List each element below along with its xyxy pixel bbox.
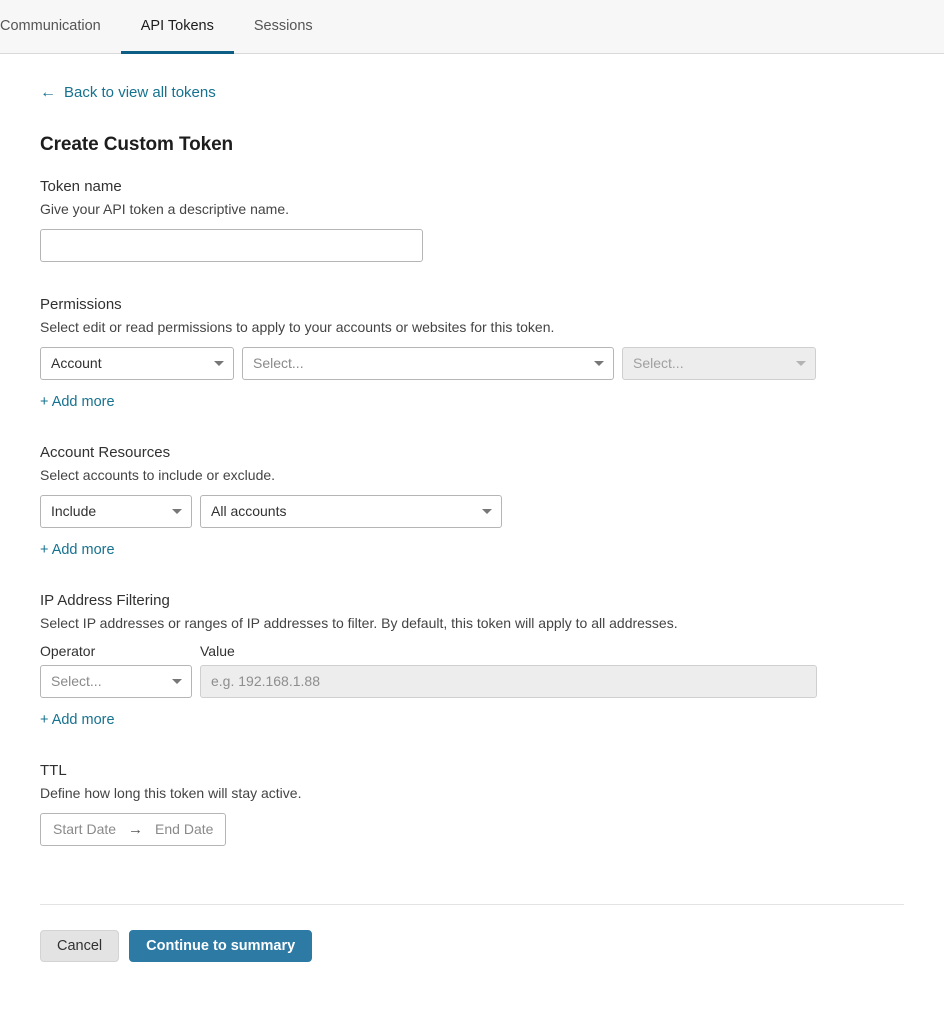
arrow-right-icon: →	[128, 820, 144, 838]
ip-filtering-row	[40, 665, 904, 698]
account-resources-row	[40, 495, 904, 528]
permissions-add-more-label: + Add more	[40, 393, 115, 410]
account-resources-add-more-button[interactable]	[40, 542, 115, 558]
tab-communication[interactable]	[0, 0, 121, 54]
permissions-title: Permissions	[40, 295, 122, 313]
continue-to-summary-label: Continue to summary	[146, 937, 296, 954]
token-name-title: Token name	[40, 177, 122, 195]
chevron-down-icon	[482, 509, 492, 514]
ip-value-input[interactable]	[200, 665, 817, 698]
section-token-name	[40, 178, 904, 262]
form-footer	[40, 905, 904, 962]
ip-value-label: Value	[200, 642, 235, 659]
tab-bar	[0, 0, 944, 54]
cancel-button[interactable]	[40, 930, 119, 962]
ip-operator-value: Select...	[51, 673, 102, 689]
section-permissions	[40, 296, 904, 411]
ttl-description: Define how long this token will stay active.	[40, 784, 302, 801]
permissions-level-select	[622, 347, 816, 380]
arrow-left-icon: ←	[40, 83, 56, 101]
permissions-scope-value: Account	[51, 355, 102, 371]
account-resources-accounts-value: All accounts	[211, 503, 287, 519]
page-title: Create Custom Token	[40, 133, 234, 155]
chevron-down-icon	[214, 361, 224, 366]
permissions-scope-select[interactable]	[40, 347, 234, 380]
permissions-row	[40, 347, 904, 380]
account-resources-accounts-select[interactable]	[200, 495, 502, 528]
permissions-resource-value: Select...	[253, 355, 304, 371]
tab-communication-label: Communication	[0, 17, 101, 34]
tab-sessions[interactable]	[234, 0, 333, 54]
ip-filtering-title: IP Address Filtering	[40, 591, 170, 609]
tab-sessions-label: Sessions	[253, 17, 313, 34]
permissions-resource-select[interactable]	[242, 347, 614, 380]
account-resources-title: Account Resources	[40, 443, 171, 461]
tab-api-tokens[interactable]	[121, 0, 234, 54]
tab-api-tokens-label: API Tokens	[140, 17, 214, 34]
ttl-start-date[interactable]: Start Date	[53, 821, 117, 837]
token-name-input[interactable]	[40, 229, 423, 262]
chevron-down-icon	[172, 509, 182, 514]
cancel-button-label: Cancel	[57, 937, 103, 954]
account-resources-mode-select[interactable]	[40, 495, 192, 528]
token-name-description: Give your API token a descriptive name.	[40, 200, 290, 217]
ttl-date-range-picker[interactable]	[40, 813, 226, 846]
ip-filtering-field-labels	[40, 643, 904, 659]
ip-filtering-add-more-button[interactable]	[40, 712, 115, 728]
permissions-add-more-button[interactable]	[40, 394, 115, 410]
chevron-down-icon	[172, 679, 182, 684]
ip-filtering-description: Select IP addresses or ranges of IP addresses to filter. By default, this token will apply to all addresses.	[40, 614, 678, 631]
account-resources-description: Select accounts to include or exclude.	[40, 466, 276, 483]
ip-operator-select[interactable]	[40, 665, 192, 698]
ttl-end-date[interactable]: End Date	[155, 821, 214, 837]
section-ip-filtering	[40, 592, 904, 729]
account-resources-add-more-label: + Add more	[40, 541, 115, 558]
permissions-description: Select edit or read permissions to apply to your accounts or websites for this token.	[40, 318, 555, 335]
section-account-resources	[40, 444, 904, 559]
ip-operator-label: Operator	[40, 642, 96, 659]
chevron-down-icon	[594, 361, 604, 366]
chevron-down-icon	[796, 361, 806, 366]
continue-to-summary-button[interactable]	[129, 930, 312, 962]
permissions-level-value: Select...	[633, 355, 684, 371]
ttl-title: TTL	[40, 761, 67, 779]
ip-filtering-add-more-label: + Add more	[40, 711, 115, 728]
back-to-tokens-link[interactable]	[40, 84, 216, 101]
account-resources-mode-value: Include	[51, 503, 97, 519]
main-content	[0, 54, 944, 962]
back-to-tokens-label: Back to view all tokens	[64, 84, 216, 101]
section-ttl	[40, 762, 904, 846]
